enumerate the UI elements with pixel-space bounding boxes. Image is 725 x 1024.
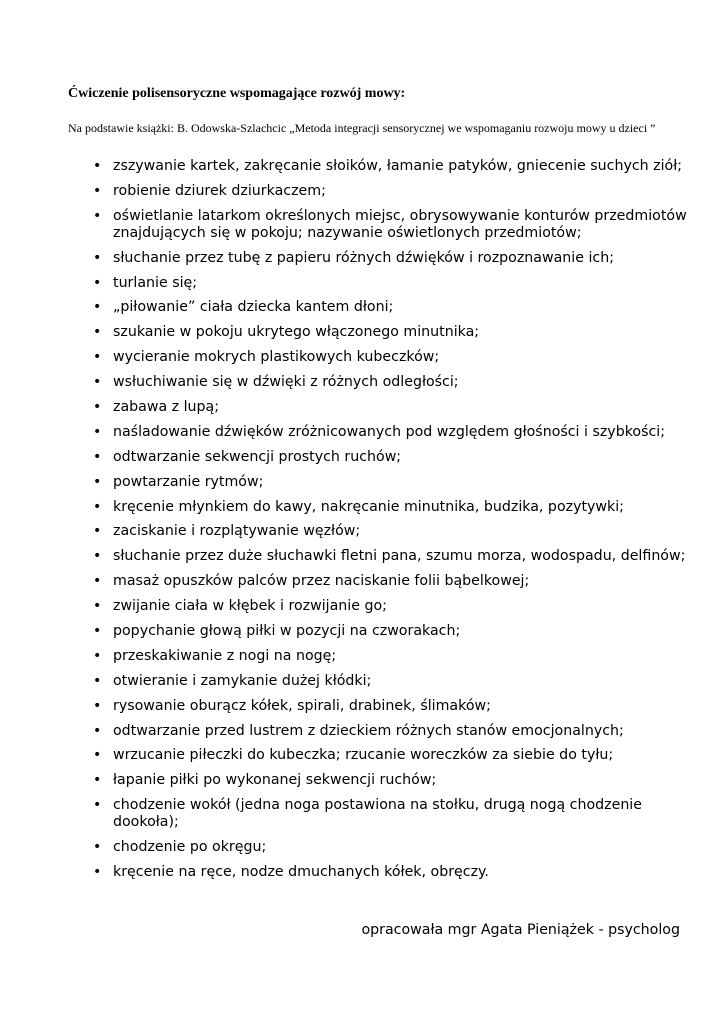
bullet-icon: • (93, 672, 102, 689)
list-item-text: robienie dziurek dziurkaczem; (113, 182, 326, 199)
list-item-text: masaż opuszków palców przez naciskanie folii bąbelkowej; (113, 573, 530, 590)
list-item (93, 648, 708, 665)
bullet-icon: • (93, 548, 102, 565)
list-item (93, 723, 708, 740)
list-item-text: wsłuchiwanie się w dźwięki z różnych odległości; (113, 374, 459, 391)
list-item-text: wycieranie mokrych plastikowych kubeczków; (113, 349, 440, 366)
list-item-text: popychanie głową piłki w pozycji na czworakach; (113, 623, 461, 640)
list-item (93, 299, 708, 316)
bullet-icon: • (93, 399, 102, 416)
list-item-text: zabawa z lupą; (113, 399, 220, 416)
bullet-icon: • (93, 498, 102, 515)
list-item-text: powtarzanie rytmów; (113, 473, 264, 490)
bullet-icon: • (93, 523, 102, 540)
list-item (93, 374, 708, 391)
list-item-text: wrzucanie piłeczki do kubeczka; rzucanie woreczków za siebie do tyłu; (113, 747, 614, 764)
bullet-icon: • (93, 299, 102, 316)
list-item-text: zszywanie kartek, zakręcanie słoików, łamanie patyków, gniecenie suchych ziół; (113, 158, 683, 174)
bullet-icon: • (93, 448, 102, 465)
list-item (93, 747, 708, 764)
bullet-icon: • (93, 274, 102, 291)
list-item (93, 349, 708, 366)
document-title: Ćwiczenie polisensoryczne wspomagające rozwój mowy: (68, 86, 406, 101)
bullet-icon: • (93, 158, 102, 174)
bullet-icon: • (93, 182, 102, 199)
exercise-list (93, 158, 708, 889)
bullet-icon: • (93, 839, 102, 856)
list-item (93, 673, 708, 690)
list-item-text: kręcenie na ręce, nodze dmuchanych kółek, obręczy. (113, 864, 489, 881)
list-item (93, 839, 708, 856)
bullet-icon: • (93, 598, 102, 615)
list-item-text: słuchanie przez duże słuchawki fletni pana, szumu morza, wodospadu, delfinów; (113, 548, 686, 565)
bullet-icon: • (93, 374, 102, 391)
list-item-text: łapanie piłki po wykonanej sekwencji ruchów; (113, 772, 437, 789)
list-item-text: odtwarzanie sekwencji prostych ruchów; (113, 448, 402, 465)
list-item-text: odtwarzanie przed lustrem z dzieckiem różnych stanów emocjonalnych; (113, 722, 624, 739)
list-item-text: „piłowanie” ciała dziecka kantem dłoni; (113, 299, 394, 316)
list-item (93, 324, 708, 341)
list-item-text: szukanie w pokoju ukrytego włączonego minutnika; (113, 324, 480, 341)
list-item (93, 250, 708, 267)
list-item (93, 158, 708, 175)
bullet-icon: • (93, 772, 102, 789)
list-item-text: otwieranie i zamykanie dużej kłódki; (113, 672, 372, 689)
list-item (93, 424, 708, 441)
bullet-icon: • (93, 349, 102, 366)
list-item (93, 275, 708, 292)
list-item-text: chodzenie wokół (jedna noga postawiona na stołku, drugą nogą chodzenie dookoła); (113, 797, 642, 831)
bullet-icon: • (93, 473, 102, 490)
list-item-text: zwijanie ciała w kłębek i rozwijanie go; (113, 598, 387, 615)
list-item (93, 474, 708, 491)
list-item-text: naśladowanie dźwięków zróżnicowanych pod względem głośności i szybkości; (113, 423, 666, 440)
bullet-icon: • (93, 207, 102, 224)
list-item (93, 208, 708, 242)
list-item (93, 864, 708, 881)
list-item (93, 598, 708, 615)
list-item (93, 523, 708, 540)
bullet-icon: • (93, 864, 102, 881)
list-item (93, 183, 708, 200)
bullet-icon: • (93, 722, 102, 739)
bullet-icon: • (93, 573, 102, 590)
list-item-text: przeskakiwanie z nogi na nogę; (113, 647, 337, 664)
list-item (93, 698, 708, 715)
bullet-icon: • (93, 697, 102, 714)
bullet-icon: • (93, 423, 102, 440)
list-item-text: oświetlanie latarkom określonych miejsc, obrysowywanie konturów przedmiotów znajdujących się w pokoju; nazywanie oświetlonych przedmiotów; (113, 207, 687, 241)
list-item (93, 449, 708, 466)
list-item (93, 573, 708, 590)
author-signature: opracowała mgr Agata Pieniążek - psycholog (361, 922, 680, 938)
list-item (93, 797, 708, 831)
bullet-icon: • (93, 797, 102, 814)
bullet-icon: • (93, 647, 102, 664)
list-item-text: zaciskanie i rozplątywanie węzłów; (113, 523, 361, 540)
bullet-icon: • (93, 623, 102, 640)
list-item (93, 772, 708, 789)
list-item (93, 548, 708, 565)
bullet-icon: • (93, 249, 102, 266)
list-item-text: rysowanie oburącz kółek, spirali, drabinek, ślimaków; (113, 697, 491, 714)
list-item (93, 623, 708, 640)
list-item (93, 399, 708, 416)
list-item (93, 499, 708, 516)
source-note: Na podstawie książki: B. Odowska-Szlachcic „Metoda integracji sensorycznej we wspomaganiu rozwoju mowy u dzieci ” (68, 121, 656, 135)
list-item-text: kręcenie młynkiem do kawy, nakręcanie minutnika, budzika, pozytywki; (113, 498, 624, 515)
bullet-icon: • (93, 324, 102, 341)
list-item-text: chodzenie po okręgu; (113, 839, 267, 856)
list-item-text: słuchanie przez tubę z papieru różnych dźwięków i rozpoznawanie ich; (113, 249, 614, 266)
list-item-text: turlanie się; (113, 274, 198, 291)
bullet-icon: • (93, 747, 102, 764)
